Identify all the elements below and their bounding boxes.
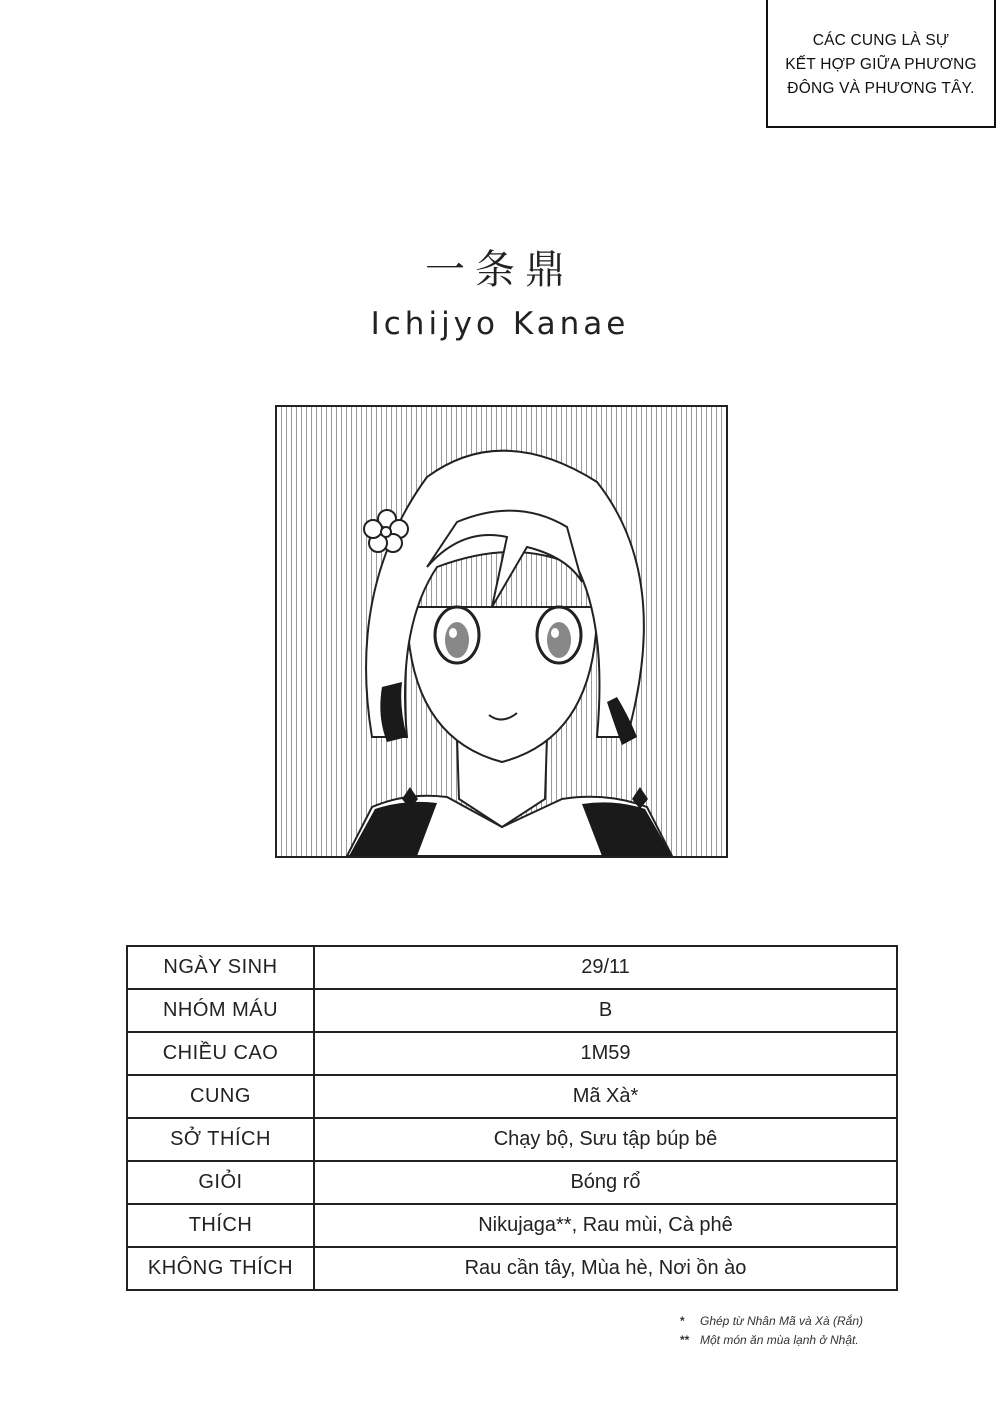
profile-value: Chạy bộ, Sưu tập búp bê [314, 1118, 897, 1161]
profile-label: CUNG [127, 1075, 314, 1118]
footnote-item [680, 1331, 980, 1350]
character-name-romaji: Ichijyo Kanae [370, 306, 630, 342]
profile-value: B [314, 989, 897, 1032]
profile-label: CHIỀU CAO [127, 1032, 314, 1075]
portrait-illustration [277, 407, 726, 856]
table-row [127, 946, 897, 989]
profile-value: 29/11 [314, 946, 897, 989]
profile-label: NHÓM MÁU [127, 989, 314, 1032]
profile-value: Rau cần tây, Mùa hè, Nơi ồn ào [314, 1247, 897, 1290]
character-portrait [275, 405, 728, 858]
note-line-2: KẾT HỢP GIỮA PHƯƠNG [785, 56, 977, 73]
profile-label: NGÀY SINH [127, 946, 314, 989]
profile-table [126, 945, 898, 1291]
table-row [127, 1204, 897, 1247]
profile-value: Bóng rổ [314, 1161, 897, 1204]
footnote-item [680, 1312, 980, 1331]
table-row [127, 1161, 897, 1204]
profile-label: THÍCH [127, 1204, 314, 1247]
profile-value: 1M59 [314, 1032, 897, 1075]
note-line-3: ĐÔNG VÀ PHƯƠNG TÂY. [787, 80, 975, 97]
profile-value: Mã Xà* [314, 1075, 897, 1118]
table-row [127, 1075, 897, 1118]
table-row [127, 1118, 897, 1161]
footnote-text: Một món ăn mùa lạnh ở Nhật. [700, 1333, 859, 1347]
table-row [127, 1032, 897, 1075]
profile-label: KHÔNG THÍCH [127, 1247, 314, 1290]
table-row [127, 1247, 897, 1290]
footnote-mark: * [680, 1314, 685, 1328]
profile-label: GIỎI [127, 1161, 314, 1204]
footnote-mark: ** [680, 1333, 690, 1347]
character-name-japanese: 一条鼎 [425, 247, 575, 293]
translator-note-box [766, 0, 996, 128]
footnote-text: Ghép từ Nhân Mã và Xà (Rắn) [700, 1314, 864, 1328]
table-row [127, 989, 897, 1032]
note-line-1: CÁC CUNG LÀ SỰ [812, 32, 950, 49]
profile-label: SỞ THÍCH [127, 1118, 314, 1161]
profile-value: Nikujaga**, Rau mùi, Cà phê [314, 1204, 897, 1247]
footnotes [680, 1312, 980, 1350]
